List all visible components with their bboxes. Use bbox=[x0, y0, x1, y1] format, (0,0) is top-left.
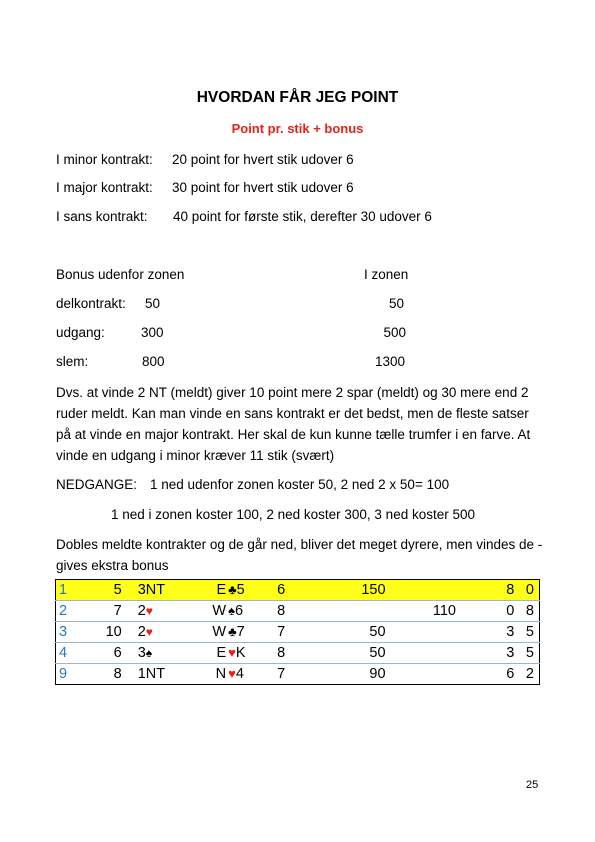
declarer bbox=[204, 664, 226, 685]
score-ns bbox=[316, 664, 386, 685]
contract bbox=[122, 643, 205, 664]
board-number-text: 9 bbox=[59, 665, 68, 682]
contract bbox=[122, 601, 205, 622]
board-number bbox=[56, 664, 79, 685]
points-ns bbox=[456, 622, 514, 643]
deal-value-text: 8 bbox=[113, 665, 122, 682]
contract-text: 3 bbox=[137, 644, 146, 661]
board-number-text: 4 bbox=[59, 644, 68, 661]
points-ew bbox=[514, 664, 539, 685]
nedgange-line-2: 1 ned i zonen koster 100, 2 ned koster 300, 3 ned koster 500 bbox=[111, 507, 475, 522]
declarer bbox=[204, 622, 226, 643]
page-number: 25 bbox=[526, 779, 539, 791]
bonus-row-label: slem: bbox=[56, 354, 89, 369]
contract-text: 2 bbox=[137, 602, 146, 619]
declarer-text: E bbox=[216, 644, 227, 661]
tricks bbox=[277, 643, 316, 664]
score-ew bbox=[386, 643, 456, 664]
deal-row bbox=[56, 622, 540, 643]
points-ns-text: 3 bbox=[506, 623, 515, 640]
points-ew bbox=[514, 601, 539, 622]
points-ew bbox=[514, 580, 539, 601]
bonus-row-inside: 1300 bbox=[374, 354, 405, 369]
contract-label: I minor kontrakt: bbox=[56, 152, 153, 167]
points-ns bbox=[456, 601, 514, 622]
bonus-header-inside: I zonen bbox=[364, 267, 409, 282]
board-number bbox=[56, 643, 79, 664]
tricks-text: 8 bbox=[277, 602, 286, 619]
tricks bbox=[277, 622, 316, 643]
score-ns-text: 90 bbox=[369, 665, 386, 682]
points-ew-text: 2 bbox=[525, 665, 534, 682]
lead-card bbox=[226, 580, 277, 601]
contract-major bbox=[56, 179, 153, 197]
declarer-text: N bbox=[215, 665, 227, 682]
bonus-row-outside: 50 bbox=[145, 296, 161, 311]
page-subtitle: Point pr. stik + bonus bbox=[231, 121, 364, 136]
lead-card bbox=[226, 643, 277, 664]
deal-value bbox=[79, 601, 122, 622]
score-ew bbox=[386, 580, 456, 601]
bonus-row-inside: 500 bbox=[383, 325, 406, 340]
bonus-row-label: udgang: bbox=[56, 325, 105, 340]
lead-card-text: 5 bbox=[236, 582, 245, 598]
board-number-text: 1 bbox=[59, 581, 68, 598]
score-ns bbox=[316, 580, 386, 601]
points-ns-text: 6 bbox=[506, 665, 515, 682]
contract-label: I sans kontrakt: bbox=[56, 209, 148, 224]
contract-major-text: 30 point for hvert stik udover 6 bbox=[172, 180, 354, 195]
contract bbox=[122, 622, 205, 643]
contract-suit-icon: ♠ bbox=[145, 645, 153, 660]
deal-value bbox=[79, 643, 122, 664]
board-number bbox=[56, 601, 79, 622]
bonus-header-outside: Bonus udenfor zonen bbox=[56, 267, 185, 282]
lead-card bbox=[226, 622, 277, 643]
bonus-row-inside: 50 bbox=[388, 296, 404, 311]
contract-sans-text: 40 point for første stik, derefter 30 udover 6 bbox=[173, 209, 432, 224]
board-number bbox=[56, 580, 79, 601]
points-ns-text: 8 bbox=[506, 581, 515, 598]
declarer bbox=[204, 601, 226, 622]
tricks bbox=[277, 664, 316, 685]
bonus-row-outside: 300 bbox=[141, 325, 164, 340]
points-ns-text: 0 bbox=[506, 602, 515, 619]
board-number-text: 3 bbox=[59, 623, 68, 640]
deal-value bbox=[79, 622, 122, 643]
tricks bbox=[277, 601, 316, 622]
points-ew bbox=[514, 643, 539, 664]
board-number bbox=[56, 622, 79, 643]
contract-sans bbox=[56, 208, 148, 226]
bonus-row-label: delkontrakt: bbox=[56, 296, 126, 311]
deals-table bbox=[55, 579, 540, 685]
points-ns-text: 3 bbox=[506, 644, 515, 661]
lead-suit-icon: ♣ bbox=[228, 582, 237, 597]
points-ns bbox=[456, 580, 514, 601]
nedgange-line-1: 1 ned udenfor zonen koster 50, 2 ned 2 x 50= 100 bbox=[150, 477, 450, 492]
lead-card bbox=[226, 601, 277, 622]
tricks-text: 6 bbox=[277, 581, 286, 598]
declarer bbox=[204, 580, 226, 601]
score-ew-text: 110 bbox=[432, 602, 456, 619]
deal-value bbox=[79, 664, 122, 685]
contract-text: 2 bbox=[137, 623, 146, 640]
declarer-text: W bbox=[212, 602, 227, 619]
score-ew bbox=[386, 622, 456, 643]
score-ew bbox=[386, 664, 456, 685]
contract-minor-text: 20 point for hvert stik udover 6 bbox=[172, 152, 354, 167]
score-ns bbox=[316, 601, 386, 622]
board-number-text: 2 bbox=[59, 602, 68, 619]
contract-text: 3NT bbox=[137, 581, 166, 598]
points-ew bbox=[514, 622, 539, 643]
tricks-text: 7 bbox=[277, 623, 286, 640]
contract-suit-icon: ♥ bbox=[145, 603, 153, 618]
contract-text: 1NT bbox=[137, 665, 166, 682]
deal-value-text: 6 bbox=[113, 644, 122, 661]
score-ns-text: 50 bbox=[369, 623, 386, 640]
tricks-text: 8 bbox=[277, 644, 286, 661]
points-ns bbox=[456, 664, 514, 685]
page-title: HVORDAN FÅR JEG POINT bbox=[196, 89, 399, 106]
deals-table-body bbox=[56, 580, 540, 685]
score-ns-text: 50 bbox=[369, 644, 386, 661]
doubles-paragraph: Dobles meldte kontrakter og de går ned, bliver det meget dyrere, men vindes de - gives ekstra bonus bbox=[56, 537, 543, 573]
declarer bbox=[204, 643, 226, 664]
lead-card-text: 7 bbox=[236, 624, 245, 640]
deal-row bbox=[56, 643, 540, 664]
score-ns bbox=[316, 643, 386, 664]
deal-value bbox=[79, 580, 122, 601]
points-ew-text: 0 bbox=[525, 581, 534, 598]
contract-label: I major kontrakt: bbox=[56, 180, 153, 195]
contract bbox=[122, 580, 205, 601]
deal-row bbox=[56, 601, 540, 622]
points-ew-text: 5 bbox=[525, 644, 534, 661]
score-ew bbox=[386, 601, 456, 622]
tricks bbox=[277, 580, 316, 601]
contract-suit-icon: ♥ bbox=[145, 624, 153, 639]
nedgange-label: NEDGANGE: bbox=[56, 477, 138, 492]
deal-row bbox=[56, 580, 540, 601]
contract bbox=[122, 664, 205, 685]
contract-minor bbox=[56, 151, 153, 169]
declarer-text: E bbox=[216, 581, 227, 598]
lead-suit-icon: ♥ bbox=[228, 666, 236, 681]
lead-card-text: 6 bbox=[235, 603, 244, 619]
points-ns bbox=[456, 643, 514, 664]
points-ew-text: 8 bbox=[525, 602, 534, 619]
lead-card-text: 4 bbox=[235, 666, 244, 682]
deal-value-text: 7 bbox=[113, 602, 122, 619]
lead-suit-icon: ♠ bbox=[228, 603, 236, 618]
points-ew-text: 5 bbox=[525, 623, 534, 640]
score-ns-text: 150 bbox=[361, 581, 386, 598]
deal-row bbox=[56, 664, 540, 685]
deal-value-text: 10 bbox=[105, 623, 122, 640]
explanation-paragraph: Dvs. at vinde 2 NT (meldt) giver 10 point mere 2 spar (meldt) og 30 mere end 2 ruder meldt. Kan man vinde en sans kontrakt er det bedst, men de fleste satser på at vinde en major kontrakt. Her skal de kun kunne tælle trumfer i en farve. At vinde en udgang i minor kræver 11 stik (svært) bbox=[56, 385, 531, 463]
deal-value-text: 5 bbox=[113, 581, 122, 598]
declarer-text: W bbox=[212, 623, 227, 640]
bonus-row-outside: 800 bbox=[142, 354, 165, 369]
lead-suit-icon: ♣ bbox=[228, 624, 237, 639]
tricks-text: 7 bbox=[277, 665, 286, 682]
lead-card bbox=[226, 664, 277, 685]
lead-suit-icon: ♥ bbox=[228, 645, 236, 660]
lead-card-text: K bbox=[235, 645, 246, 661]
score-ns bbox=[316, 622, 386, 643]
